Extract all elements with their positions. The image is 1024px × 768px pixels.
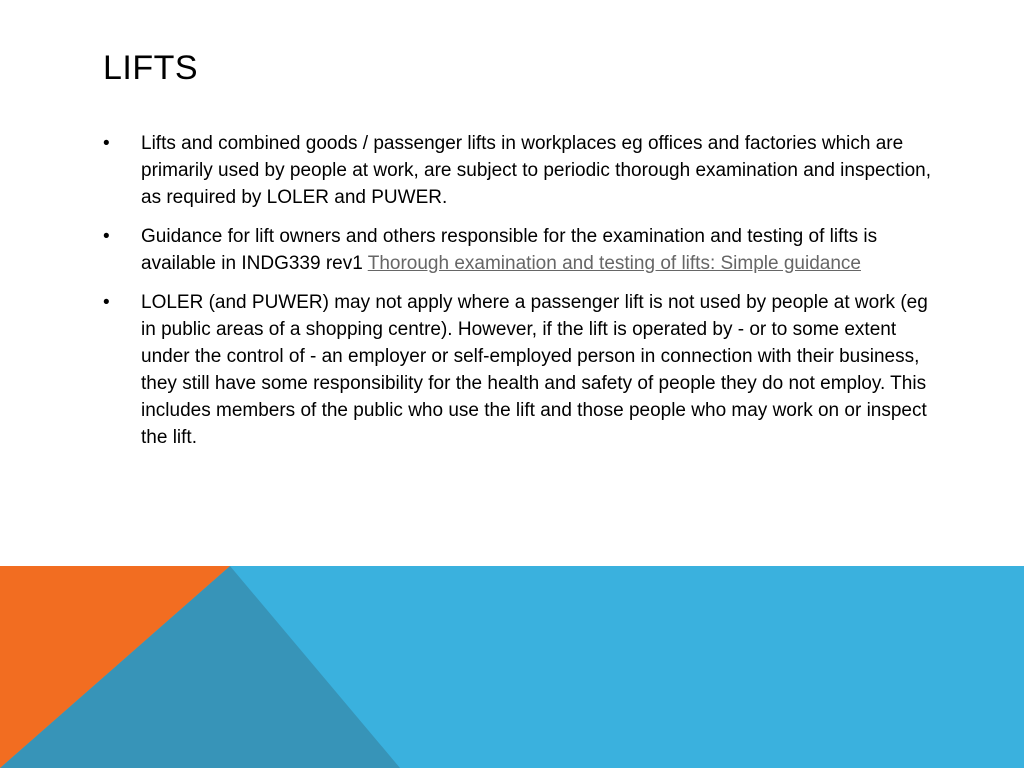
bullet-text: Guidance for lift owners and others responsible for the examination and testing of lifts is available in INDG339 rev1 — [141, 226, 878, 274]
bullet-text: LOLER (and PUWER) may not apply where a passenger lift is not used by people at work (eg in public areas of a shopping centre). However, if the lift is operated by - or to some extent under the control of - an employer or self-employed person in connection with their business, they still have some responsibility for the health and safety of people they do not employ. This includes members of the public who use the lift and those people who may work on or inspect the lift. — [141, 292, 928, 448]
bullet-marker: • — [103, 292, 110, 313]
bullet-marker: • — [103, 226, 110, 247]
bullet-item-2 — [103, 223, 933, 277]
slide-title: LIFTS — [103, 49, 199, 87]
guidance-link[interactable]: Thorough examination and testing of lifts: Simple guidance — [367, 253, 861, 274]
decorative-footer — [0, 566, 1024, 768]
bullet-list — [103, 130, 933, 463]
bullet-item-1 — [103, 130, 933, 211]
bullet-item-3 — [103, 289, 933, 451]
bullet-text: Lifts and combined goods / passenger lifts in workplaces eg offices and factories which are primarily used by people at work, are subject to periodic thorough examination and inspection, as required by LOLER and PUWER. — [141, 133, 932, 208]
bullet-marker: • — [103, 133, 110, 154]
